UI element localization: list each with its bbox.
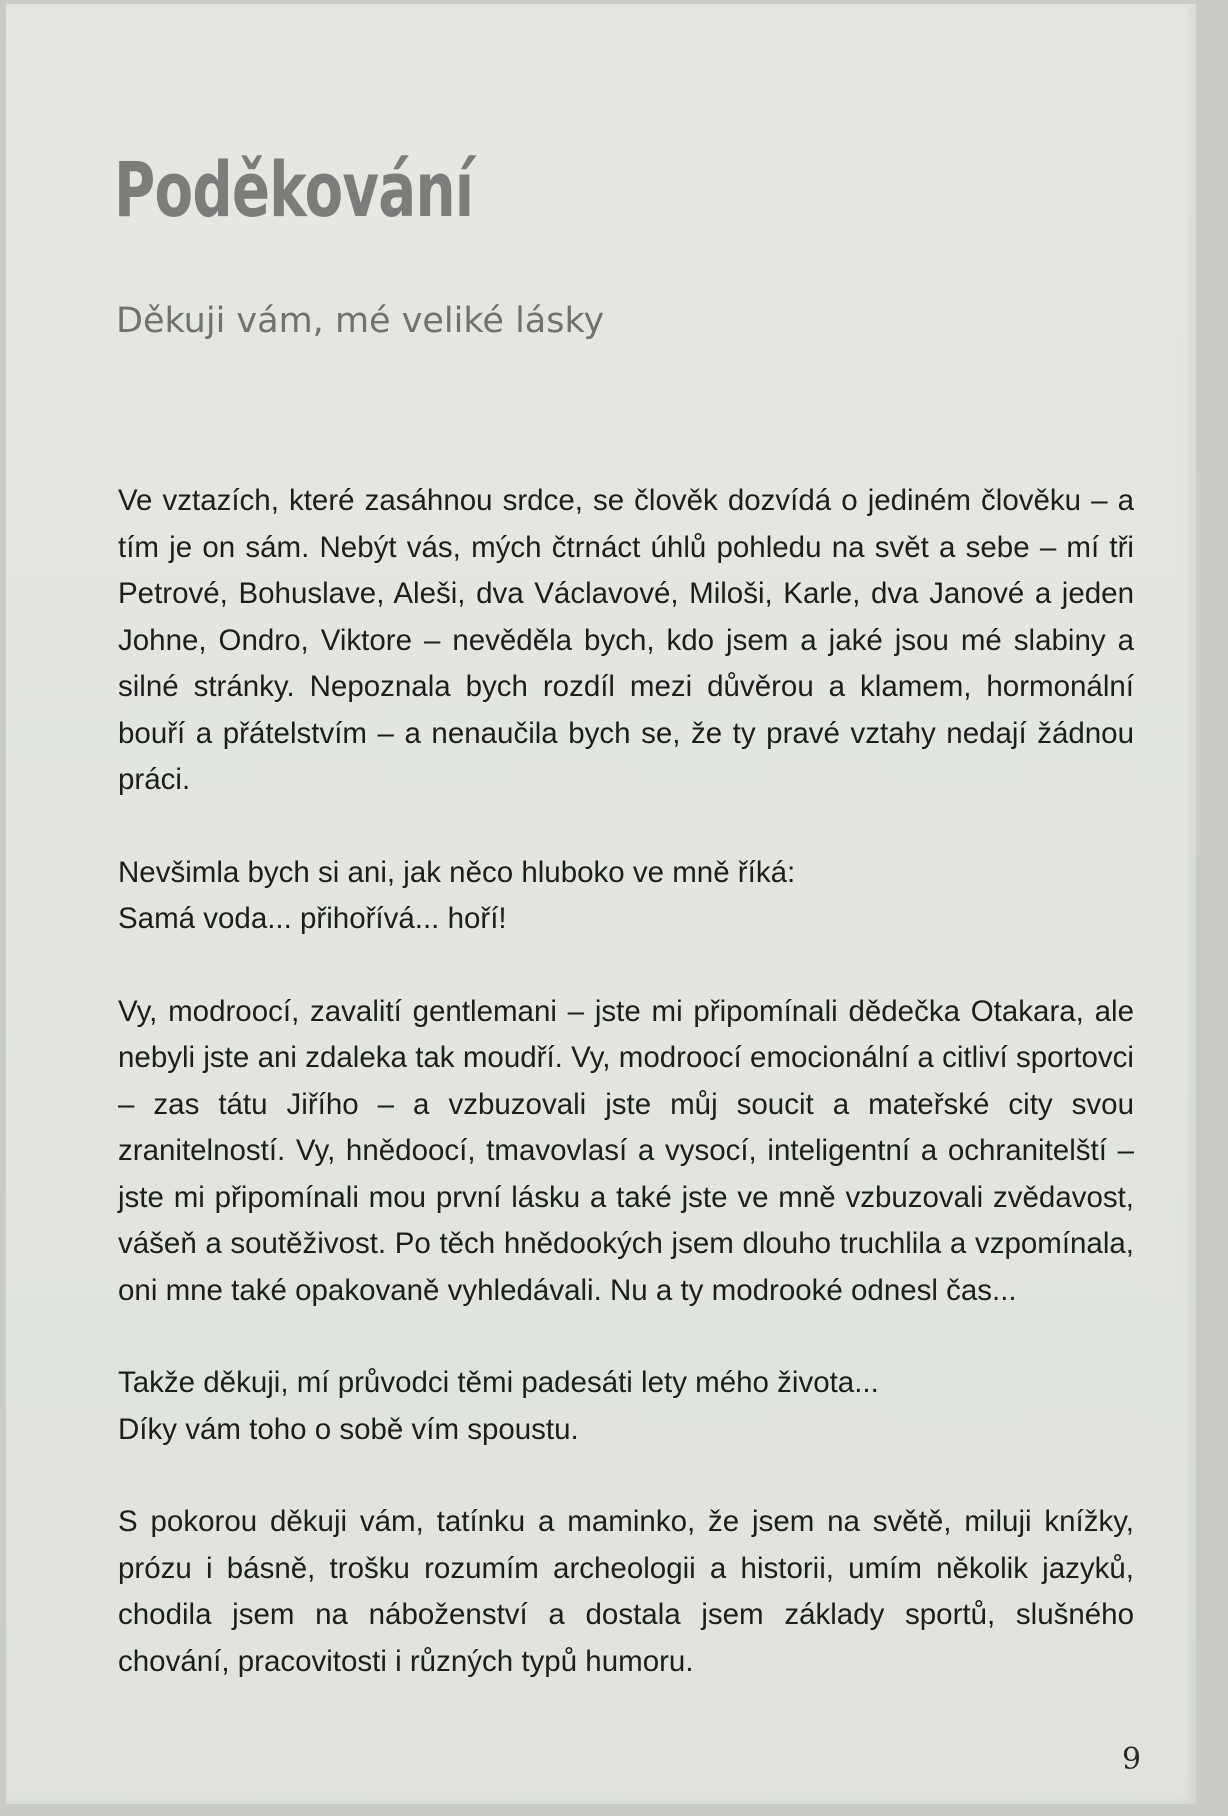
verse-line: Takže děkuji, mí průvodci těmi padesáti lety mého života... <box>118 1366 879 1399</box>
paragraph-relationships: Ve vztazích, které zasáhnou srdce, se člověk dozvídá o jediném člověku – a tím je on sám. Nebýt vás, mých čtrnáct úhlů pohledu na svět a sebe – mí tři Petrové, Bohuslave, Aleši, dva Václavové, Miloši, Karle, dva Janové a jeden Johne, Ondro, Viktore – nevěděla bych, kdo jsem a jaké jsou mé slabiny a silné stránky. Nepoznala bych rozdíl mezi důvěrou a klamem, hormonální bouří a přátelstvím – a nenaučila bych se, že ty pravé vztahy nedají žádnou práci. <box>118 484 1134 796</box>
paragraph-gentlemen: Vy, modroocí, zavalití gentlemani – jste mi připomínali dědečka Otakara, ale nebyli jste ani zdaleka tak moudří. Vy, modroocí emocionální a citliví sportovci – zas tátu Jiřího – a vzbuzovali jste můj soucit a mateřské city svou zranitelností. Vy, hnědoocí, tmavovlasí a vysocí, inteligentní a ochranitelští – jste mi připomínali mou první lásku a také jste ve mně vzbuzovali zvědavost, vášeň a soutěživost. Po těch hnědookých jsem dlouho truchlila a vzpomínala, oni mne také opakovaně vyhledávali. Nu a ty modrooké odnesl čas... <box>118 994 1134 1307</box>
verse-line: Díky vám toho o sobě vím spoustu. <box>118 1412 579 1446</box>
verse-line: Nevšimla bych si ani, jak něco hluboko ve mně říká: <box>118 855 796 889</box>
paragraph-parents: S pokorou děkuji vám, tatínku a maminko, že jsem na světě, miluji knížky, prózu i básně, trošku rozumím archeologii a historii, umím několik jazyků, chodila jsem na náboženství a dostala jsem základy sportů, slušného chování, pracovitosti i různých typů humoru. <box>118 1505 1134 1678</box>
body-text <box>118 478 1134 1731</box>
book-page <box>6 4 1196 1804</box>
chapter-title: Poděkování <box>114 145 474 234</box>
page-number: 9 <box>1122 1742 1142 1777</box>
verse-line: Samá voda... přihořívá... hoří! <box>118 902 507 935</box>
verse-intuition <box>118 850 1134 943</box>
chapter-subtitle: Děkuji vám, mé veliké lásky <box>116 301 605 341</box>
verse-thanks <box>118 1360 1134 1453</box>
